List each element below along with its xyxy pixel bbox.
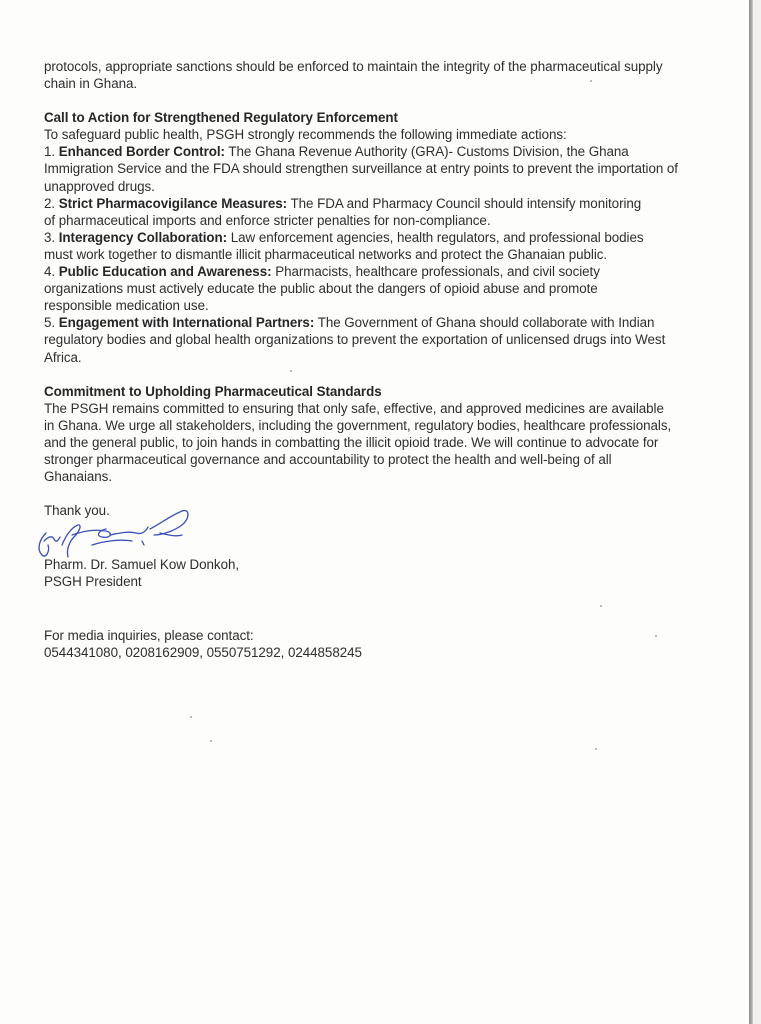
scan-speck: [600, 605, 602, 607]
action-item: 2. Strict Pharmacovigilance Measures: The FDA and Pharmacy Council should intensify monitoring of pharmaceutical imports and enforce stricter penalties for non-compliance.: [44, 195, 642, 228]
action-item: 4. Public Education and Awareness: Pharmacists, healthcare professionals, and civil society organizations must actively educate the public about the dangers of opioid abuse and promote responsible medication use.: [44, 264, 600, 314]
scan-speck: [190, 716, 192, 718]
action-item: 3. Interagency Collaboration: Law enforcement agencies, health regulators, and professional bodies must work together to dismantle illicit pharmaceutical networks and protect the Ghanaian public.: [44, 229, 644, 262]
scan-speck: [290, 370, 292, 372]
scan-speck: [595, 748, 597, 750]
signature-block: [44, 521, 734, 590]
contact-numbers: 0544341080, 0208162909, 0550751292, 0244858245: [44, 645, 362, 661]
scan-speck: [655, 635, 657, 637]
scan-speck: [590, 80, 592, 82]
scan-speck: [210, 740, 212, 742]
call-to-action-lead: To safeguard public health, PSGH strongly recommends the following immediate actions:: [44, 127, 567, 143]
section-heading-call-to-action: Call to Action for Strengthened Regulatory Enforcement: [44, 110, 398, 126]
action-item: 1. Enhanced Border Control: The Ghana Revenue Authority (GRA)- Customs Division, the Ghana Immigration Service and the FDA should strengthen surveillance at entry points to prevent the importation of unapproved drugs.: [44, 144, 678, 194]
closing-thanks: Thank you.: [44, 503, 110, 519]
commitment-body: The PSGH remains committed to ensuring that only safe, effective, and approved medicines are available in Ghana. We urge all stakeholders, including the government, regulatory bodies, healthcare professionals, and the general public, to join hands in combatting the illicit opioid trade. We will continue to advocate for stronger pharmaceutical governance and accountability to protect the health and well-being of all Ghanaians.: [44, 400, 672, 485]
intro-fragment: protocols, appropriate sanctions should be enforced to maintain the integrity of the pharmaceutical supply chain in Ghana.: [44, 59, 663, 92]
section-heading-commitment: Commitment to Upholding Pharmaceutical Standards: [44, 383, 382, 399]
background-strip: [753, 0, 761, 1024]
document-body: [44, 58, 734, 661]
signatory-name: Pharm. Dr. Samuel Kow Donkoh,: [44, 557, 240, 573]
contact-label: For media inquiries, please contact:: [44, 628, 254, 644]
action-item: 5. Engagement with International Partners: The Government of Ghana should collaborate with Indian regulatory bodies and global health organizations to prevent the exportation of unlicensed drugs into West Africa.: [44, 315, 666, 365]
signatory-title: PSGH President: [44, 574, 142, 590]
